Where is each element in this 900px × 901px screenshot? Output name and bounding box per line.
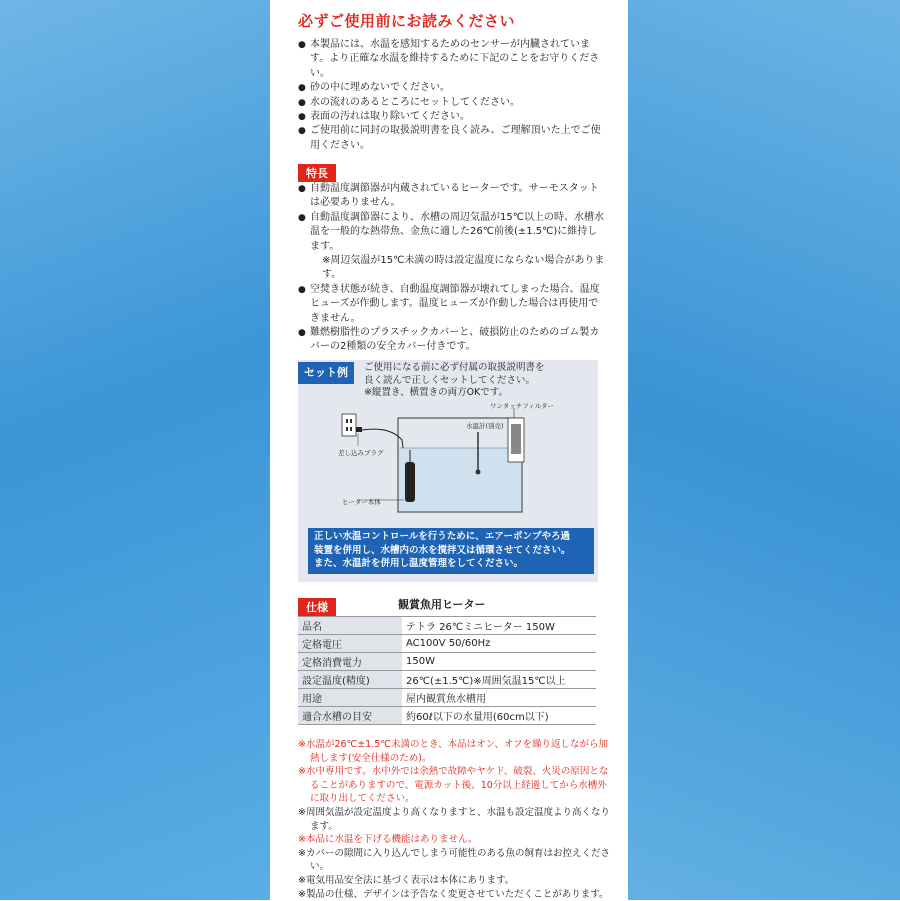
list-item: ● 表面の汚れは取り除いてください。: [298, 110, 606, 124]
spec-value: 約60ℓ以下の水量用(60cm以下): [402, 707, 596, 725]
intro-bullet-list: [298, 38, 606, 153]
label-filter: ワンタッチフィルター: [490, 402, 554, 410]
label-thermometer: 水温計(別売): [466, 422, 504, 430]
notes-section: [298, 738, 610, 901]
label-heater: ヒーター本体: [342, 498, 381, 506]
spec-label: 定格消費電力: [298, 653, 402, 671]
notice-line: 装置を併用し、水槽内の水を撹拌又は循環させてください。: [314, 544, 571, 556]
table-row: [298, 707, 596, 725]
spec-value: 26℃(±1.5℃)※周囲気温15℃以上: [402, 671, 596, 689]
usage-notice-box: [308, 528, 594, 574]
spec-label: 品名: [298, 617, 402, 635]
spec-tag: 仕様: [298, 598, 336, 616]
spec-label: 定格電圧: [298, 635, 402, 653]
setup-note-line: ご使用になる前に必ず付属の取扱説明書を: [364, 362, 545, 373]
plug-icon: [356, 427, 362, 432]
spec-heading: [298, 596, 336, 616]
heater-icon: [405, 462, 415, 502]
spec-value: AC100V 50/60Hz: [402, 635, 596, 653]
list-item-note: ※周辺気温が15℃未満の時は設定温度にならない場合があります。: [322, 255, 605, 281]
spec-table: [298, 616, 596, 725]
spec-product-type: 観賞魚用ヒーター: [398, 598, 486, 611]
spec-value: 150W: [402, 653, 596, 671]
features-bullet-list: [298, 182, 606, 355]
table-row: [298, 653, 596, 671]
note-item: ※周囲気温が設定温度より高くなりますと、水温も設定温度より高くなります。: [298, 806, 610, 832]
setup-diagram: [298, 400, 598, 526]
list-item: ● 自動温度調節器により、水槽の周辺気温が15℃以上の時、水槽水温を一般的な熱帯魚、金魚に適した26℃前後(±1.5℃)に維持します。: [298, 211, 606, 254]
list-item: ● 砂の中に埋めないでください。: [298, 81, 606, 95]
note-item: ※製品の仕様、デザインは予告なく変更させていただくことがあります。: [298, 888, 609, 900]
features-heading: [298, 162, 336, 182]
setup-note-line: 良く読んで正しくセットしてください。: [364, 374, 536, 386]
table-row: [298, 689, 596, 707]
page-title: 必ずご使用前にお読みください: [298, 12, 516, 30]
table-row: [298, 635, 596, 653]
setup-tag: セット例: [298, 362, 354, 384]
list-item: ● 水の流れのあるところにセットしてください。: [298, 96, 606, 110]
table-row: [298, 617, 596, 635]
list-item: ● 本製品には、水温を感知するためのセンサーが内臓されています。より正確な水温を維持するために下記のことをお守りください。: [298, 38, 606, 81]
features-tag: 特長: [298, 164, 336, 182]
spec-label: 設定温度(精度): [298, 671, 402, 689]
tank-water: [399, 448, 521, 511]
setup-note-line: ※縦置き、横置きの両方OKです。: [364, 387, 509, 398]
list-item: ● ご使用前に同封の取扱説明書を良く読み、ご理解頂いた上でご使用ください。: [298, 124, 606, 153]
list-item: ● 空焚き状態が続き、自動温度調節器が壊れてしまった場合、温度ヒューズが作動します。温度ヒューズが作動した場合は再使用できません。: [298, 283, 606, 326]
note-item: ※電気用品安全法に基づく表示は本体にあります。: [298, 874, 515, 886]
notice-line: また、水温計を併用し温度管理をしてください。: [314, 558, 524, 569]
table-row: [298, 671, 596, 689]
setup-note: [364, 362, 594, 400]
instruction-panel: [284, 0, 614, 900]
note-item: ※水温が26℃±1.5℃未満のとき、本品はオン、オフを繰り返しながら加熱します(安全仕様のため)。: [298, 739, 609, 764]
left-water-background: [0, 0, 270, 900]
spec-label: 適合水槽の目安: [298, 707, 402, 725]
label-plug: 差し込みプラグ: [338, 449, 384, 457]
notice-line: 正しい水温コントロールを行うために、エアーポンプやろ過: [314, 531, 571, 542]
spec-value: テトラ 26℃ミニヒーター 150W: [402, 617, 596, 635]
note-item: ※本品に水温を下げる機能はありません。: [298, 834, 478, 846]
list-item: ● 難燃樹脂性のプラスチックカバーと、破損防止のためのゴム製カバーの2種類の安全カバー付きです。: [298, 326, 606, 355]
note-item: ※水中専用です。水中外では余熱で故障やヤケド、破裂、火災の原因となることがありますので、電源カット後、10分以上経過してから水槽外に取り出してください。: [298, 766, 609, 805]
note-item: ※カバーの隙間に入り込んでしまう可能性のある魚の飼育はお控えください。: [298, 847, 610, 873]
spec-value: 屋内観賞魚水槽用: [402, 689, 596, 707]
list-item: ● 自動温度調節器が内蔵されているヒーターです。サーモスタットは必要ありません。: [298, 182, 606, 211]
spec-label: 用途: [298, 689, 402, 707]
right-water-background: [628, 0, 900, 900]
wall-outlet-icon: [342, 414, 356, 436]
